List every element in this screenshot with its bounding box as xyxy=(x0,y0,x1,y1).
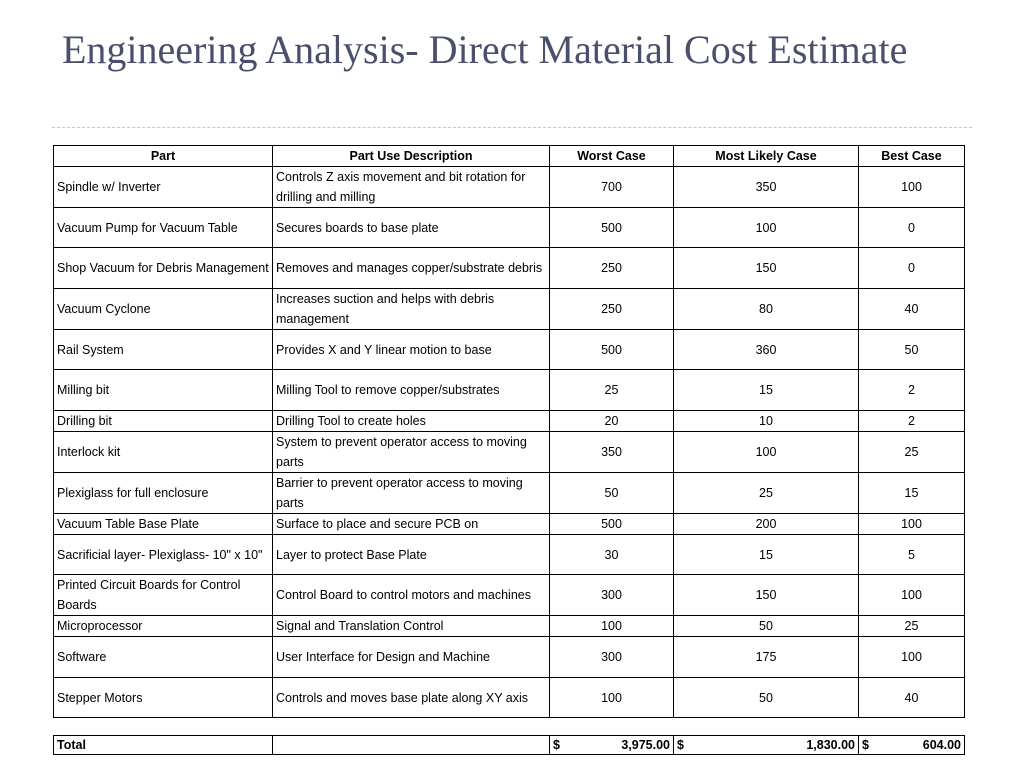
table-row xyxy=(54,678,965,718)
part-cell: Drilling bit xyxy=(54,411,273,432)
page-title: Engineering Analysis- Direct Material Cost Estimate xyxy=(62,27,908,72)
table-row xyxy=(54,167,965,208)
total-label: Total xyxy=(54,736,273,755)
column-header-description: Part Use Description xyxy=(273,146,550,167)
total-likely-value: 1,830.00 xyxy=(806,738,855,752)
total-row xyxy=(54,736,965,755)
part-cell: Vacuum Table Base Plate xyxy=(54,514,273,535)
worst-case-cell: 300 xyxy=(550,575,674,616)
worst-case-cell: 30 xyxy=(550,535,674,575)
worst-case-cell: 100 xyxy=(550,678,674,718)
most-likely-case-cell: 80 xyxy=(674,289,859,330)
most-likely-case-cell: 175 xyxy=(674,637,859,678)
currency-symbol: $ xyxy=(862,738,869,752)
total-worst-value: 3,975.00 xyxy=(621,738,670,752)
table-row xyxy=(54,411,965,432)
description-cell: Layer to protect Base Plate xyxy=(273,535,550,575)
column-header-best-case: Best Case xyxy=(859,146,965,167)
worst-case-cell: 350 xyxy=(550,432,674,473)
table-row xyxy=(54,637,965,678)
table-header-row xyxy=(54,146,965,167)
most-likely-case-cell: 10 xyxy=(674,411,859,432)
worst-case-cell: 500 xyxy=(550,208,674,248)
description-cell: User Interface for Design and Machine xyxy=(273,637,550,678)
part-cell: Sacrificial layer- Plexiglass- 10" x 10" xyxy=(54,535,273,575)
part-cell: Plexiglass for full enclosure xyxy=(54,473,273,514)
description-cell: Increases suction and helps with debris management xyxy=(273,289,550,330)
description-cell: Signal and Translation Control xyxy=(273,616,550,637)
worst-case-cell: 500 xyxy=(550,514,674,535)
table-row xyxy=(54,370,965,411)
total-best-cell xyxy=(859,736,965,755)
best-case-cell: 100 xyxy=(859,514,965,535)
total-table xyxy=(53,735,965,755)
most-likely-case-cell: 15 xyxy=(674,535,859,575)
best-case-cell: 0 xyxy=(859,248,965,289)
best-case-cell: 100 xyxy=(859,575,965,616)
description-cell: Provides X and Y linear motion to base xyxy=(273,330,550,370)
most-likely-case-cell: 200 xyxy=(674,514,859,535)
worst-case-cell: 100 xyxy=(550,616,674,637)
most-likely-case-cell: 360 xyxy=(674,330,859,370)
best-case-cell: 40 xyxy=(859,289,965,330)
description-cell: System to prevent operator access to moving parts xyxy=(273,432,550,473)
part-cell: Stepper Motors xyxy=(54,678,273,718)
part-cell: Rail System xyxy=(54,330,273,370)
best-case-cell: 0 xyxy=(859,208,965,248)
table-row xyxy=(54,514,965,535)
worst-case-cell: 20 xyxy=(550,411,674,432)
table-row xyxy=(54,208,965,248)
most-likely-case-cell: 150 xyxy=(674,575,859,616)
currency-symbol: $ xyxy=(553,738,560,752)
description-cell: Milling Tool to remove copper/substrates xyxy=(273,370,550,411)
most-likely-case-cell: 350 xyxy=(674,167,859,208)
worst-case-cell: 300 xyxy=(550,637,674,678)
cost-estimate-table xyxy=(53,145,965,718)
total-likely-cell xyxy=(674,736,859,755)
part-cell: Microprocessor xyxy=(54,616,273,637)
most-likely-case-cell: 100 xyxy=(674,208,859,248)
description-cell: Drilling Tool to create holes xyxy=(273,411,550,432)
description-cell: Removes and manages copper/substrate debris xyxy=(273,248,550,289)
description-cell: Controls Z axis movement and bit rotation for drilling and milling xyxy=(273,167,550,208)
table-row xyxy=(54,616,965,637)
part-cell: Printed Circuit Boards for Control Boards xyxy=(54,575,273,616)
description-cell: Secures boards to base plate xyxy=(273,208,550,248)
best-case-cell: 25 xyxy=(859,616,965,637)
worst-case-cell: 250 xyxy=(550,289,674,330)
best-case-cell: 50 xyxy=(859,330,965,370)
part-cell: Software xyxy=(54,637,273,678)
part-cell: Milling bit xyxy=(54,370,273,411)
table-row xyxy=(54,575,965,616)
part-cell: Shop Vacuum for Debris Management xyxy=(54,248,273,289)
table-row xyxy=(54,330,965,370)
column-header-worst-case: Worst Case xyxy=(550,146,674,167)
table-row xyxy=(54,432,965,473)
description-cell: Surface to place and secure PCB on xyxy=(273,514,550,535)
worst-case-cell: 700 xyxy=(550,167,674,208)
currency-symbol: $ xyxy=(677,738,684,752)
most-likely-case-cell: 50 xyxy=(674,678,859,718)
total-best-value: 604.00 xyxy=(922,738,961,752)
best-case-cell: 15 xyxy=(859,473,965,514)
table-row xyxy=(54,289,965,330)
most-likely-case-cell: 15 xyxy=(674,370,859,411)
best-case-cell: 5 xyxy=(859,535,965,575)
part-cell: Vacuum Cyclone xyxy=(54,289,273,330)
column-header-most-likely-case: Most Likely Case xyxy=(674,146,859,167)
worst-case-cell: 25 xyxy=(550,370,674,411)
worst-case-cell: 250 xyxy=(550,248,674,289)
total-worst-cell xyxy=(550,736,674,755)
part-cell: Spindle w/ Inverter xyxy=(54,167,273,208)
best-case-cell: 2 xyxy=(859,370,965,411)
most-likely-case-cell: 100 xyxy=(674,432,859,473)
description-cell: Controls and moves base plate along XY axis xyxy=(273,678,550,718)
table-row xyxy=(54,535,965,575)
description-cell: Control Board to control motors and machines xyxy=(273,575,550,616)
description-cell: Barrier to prevent operator access to moving parts xyxy=(273,473,550,514)
most-likely-case-cell: 50 xyxy=(674,616,859,637)
part-cell: Interlock kit xyxy=(54,432,273,473)
most-likely-case-cell: 150 xyxy=(674,248,859,289)
total-description-cell xyxy=(273,736,550,755)
part-cell: Vacuum Pump for Vacuum Table xyxy=(54,208,273,248)
column-header-part: Part xyxy=(54,146,273,167)
best-case-cell: 25 xyxy=(859,432,965,473)
best-case-cell: 2 xyxy=(859,411,965,432)
most-likely-case-cell: 25 xyxy=(674,473,859,514)
title-divider xyxy=(52,127,972,128)
best-case-cell: 40 xyxy=(859,678,965,718)
table-row xyxy=(54,248,965,289)
best-case-cell: 100 xyxy=(859,167,965,208)
table-row xyxy=(54,473,965,514)
worst-case-cell: 50 xyxy=(550,473,674,514)
best-case-cell: 100 xyxy=(859,637,965,678)
table-body xyxy=(54,167,965,718)
worst-case-cell: 500 xyxy=(550,330,674,370)
